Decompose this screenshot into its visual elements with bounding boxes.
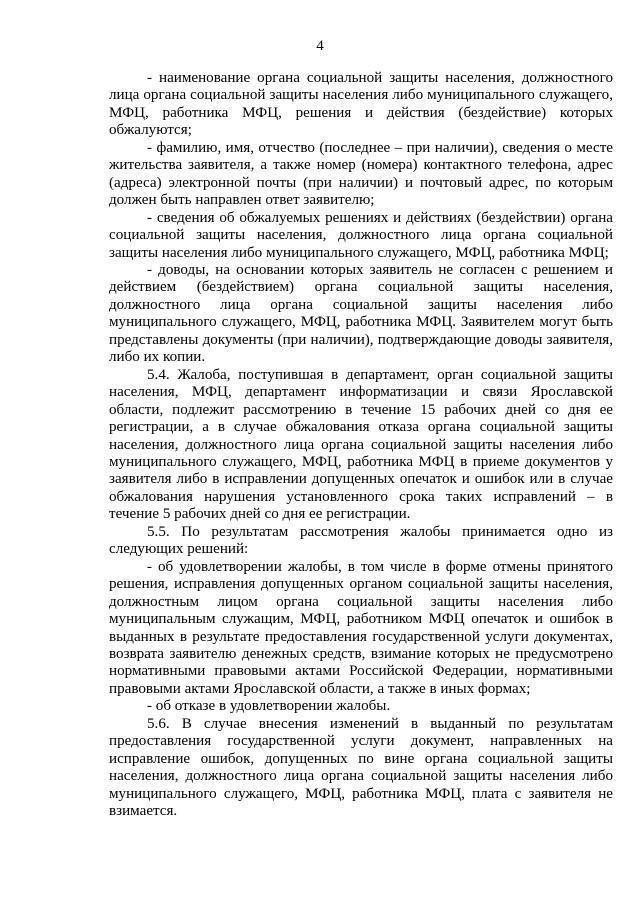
paragraph-arguments: - доводы, на основании которых заявитель не согласен с решением и действием (бездействием) органа социальной защиты населения, должностного лица органа социальной защиты населения либо муниципального служащего, МФЦ, работника МФЦ. Заявителем могут быть представлены документы (при наличии), подтверждающие доводы заявителя, либо их копии. bbox=[109, 261, 613, 366]
paragraph-section-5-5: 5.5. По результатам рассмотрения жалобы принимается одно из следующих решений: bbox=[109, 523, 613, 558]
paragraph-section-5-4: 5.4. Жалоба, поступившая в департамент, орган социальной защиты населения, МФЦ, департамент информатизации и связи Ярославской области, подлежит рассмотрению в течение 15 рабочих дней со дня ее регистрации, а в случае обжалования отказа органа социальной защиты населения, должностного лица органа социальной защиты населения либо муниципального служащего, МФЦ, работника МФЦ в приеме документов у заявителя либо в исправлении допущенных опечаток и ошибок или в случае обжалования нарушения установленного срока таких исправлений – в течение 5 рабочих дней со дня ее регистрации. bbox=[109, 366, 613, 523]
paragraph-appealed-decisions: - сведения об обжалуемых решениях и действиях (бездействии) органа социальной защиты населения, должностного лица органа социальной защиты населения либо муниципального служащего, МФЦ, работника МФЦ; bbox=[109, 209, 613, 261]
paragraph-applicant-details: - фамилию, имя, отчество (последнее – при наличии), сведения о месте жительства заявителя, а также номер (номера) контактного телефона, адрес (адреса) электронной почты (при наличии) и почтовый адрес, по которым должен быть направлен ответ заявителю; bbox=[109, 139, 613, 209]
page-number: 4 bbox=[316, 38, 324, 54]
paragraph-section-5-6: 5.6. В случае внесения изменений в выданный по результатам предоставления государственной услуги документ, направленных на исправление ошибок, допущенных по вине органа социальной защиты населения, должностного лица органа социальной защиты населения либо муниципального служащего, МФЦ, работника МФЦ, плата с заявителя не взимается. bbox=[109, 715, 613, 820]
paragraph-complaint-refused: - об отказе в удовлетворении жалобы. bbox=[147, 698, 391, 715]
paragraph-complaint-satisfied: - об удовлетворении жалобы, в том числе в форме отмены принятого решения, исправления допущенных органом социальной защиты населения, должностным лицом органа социальной защиты населения либо муниципальным служащим, МФЦ, работником МФЦ опечаток и ошибок в выданных в результате предоставления государственной услуги документах, возврата заявителю денежных средств, взимание которых не предусмотрено нормативными правовыми актами Российской Федерации, нормативными правовыми актами Ярославской области, а также в иных формах; bbox=[109, 558, 613, 697]
document-body bbox=[109, 70, 613, 820]
paragraph-complaint-subject: - наименование органа социальной защиты населения, должностного лица органа социальной защиты населения либо муниципального служащего, МФЦ, работника МФЦ, решения и действия (бездействие) которых обжалуются; bbox=[109, 70, 613, 139]
